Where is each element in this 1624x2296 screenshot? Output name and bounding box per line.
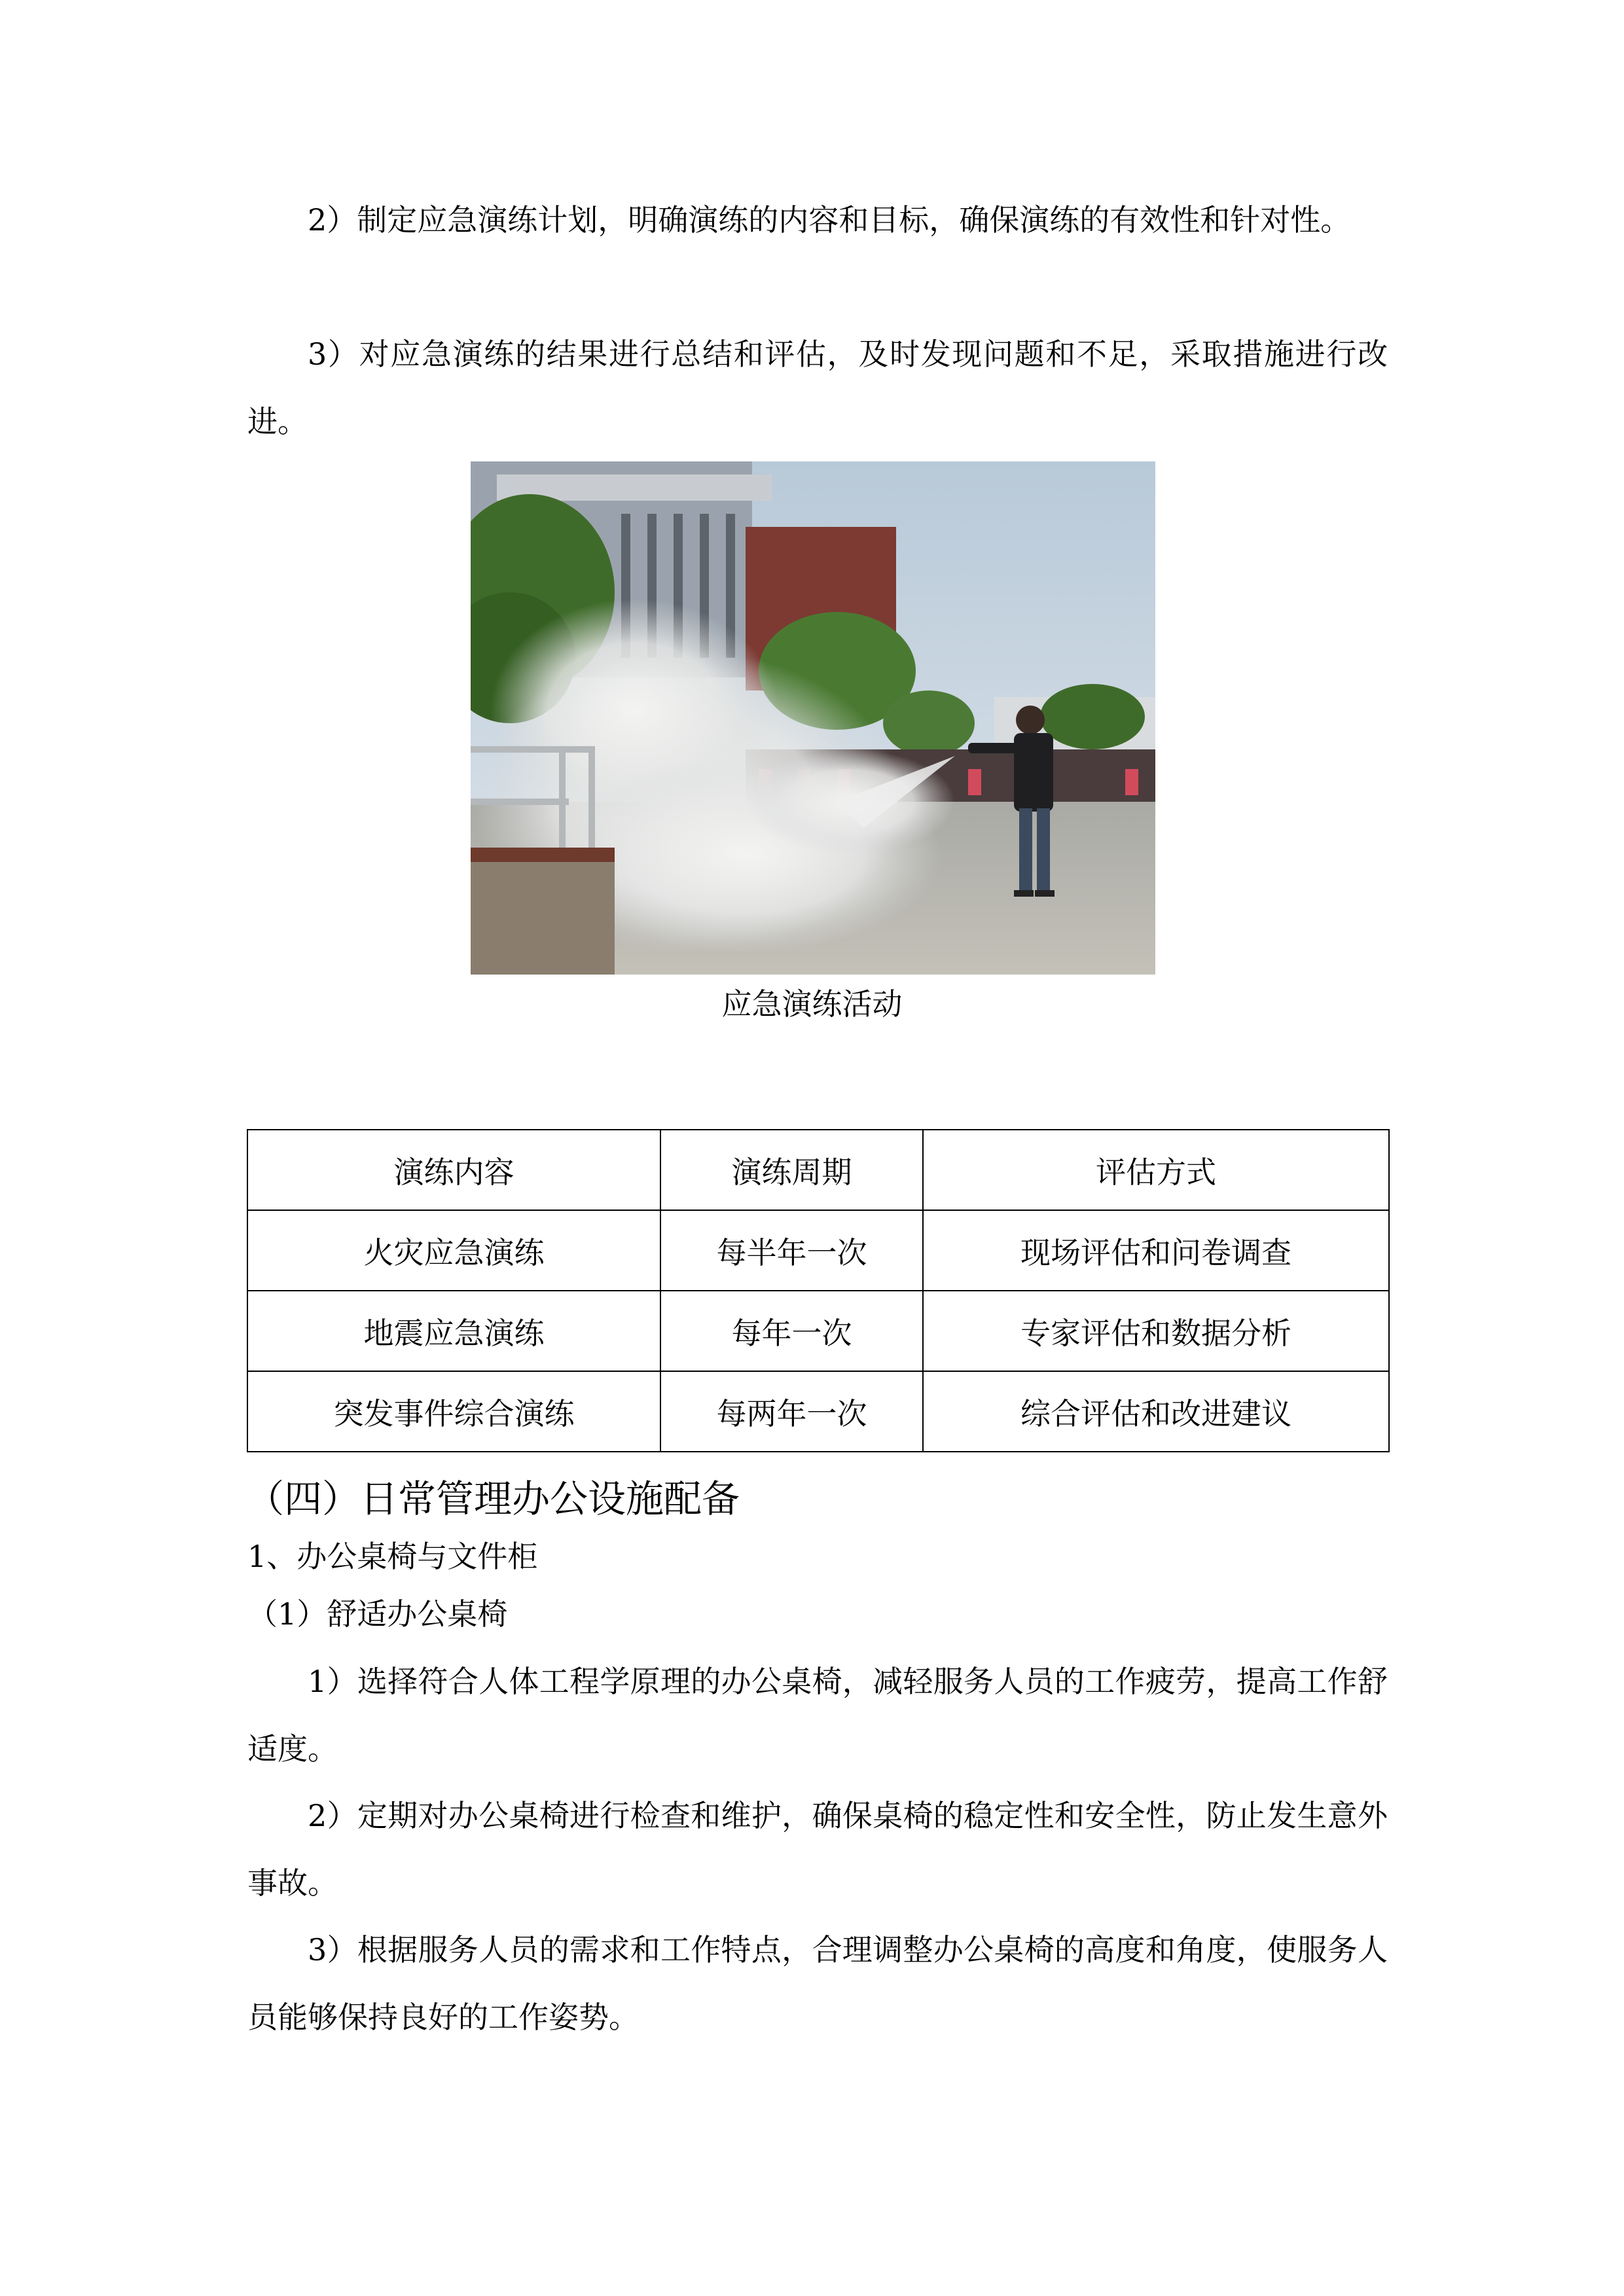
cell-method: 综合评估和改进建议 bbox=[923, 1371, 1389, 1452]
header-cycle: 演练周期 bbox=[660, 1130, 923, 1210]
cell-content: 地震应急演练 bbox=[247, 1291, 660, 1371]
paragraph-adjustment: 3）根据服务人员的需求和工作特点，合理调整办公桌椅的高度和角度，使服务人员能够保持良好的工作姿势。 bbox=[247, 1932, 1388, 2035]
header-method: 评估方式 bbox=[923, 1130, 1389, 1210]
paragraph-maintenance: 2）定期对办公桌椅进行检查和维护，确保桌椅的稳定性和安全性，防止发生意外事故。 bbox=[247, 1798, 1388, 1901]
cell-cycle: 每半年一次 bbox=[660, 1210, 923, 1291]
paragraph-plan: 2）制定应急演练计划，明确演练的内容和目标，确保演练的有效性和针对性。 bbox=[308, 202, 1351, 238]
cell-method: 专家评估和数据分析 bbox=[923, 1291, 1389, 1371]
table-row bbox=[247, 1291, 1389, 1371]
paragraph-ergonomics: 1）选择符合人体工程学原理的办公桌椅，减轻服务人员的工作疲劳，提高工作舒适度。 bbox=[247, 1664, 1388, 1767]
table-header-row bbox=[247, 1130, 1389, 1210]
paragraph-evaluate: 3）对应急演练的结果进行总结和评估，及时发现问题和不足，采取措施进行改进。 bbox=[247, 336, 1388, 439]
section-heading: （四）日常管理办公设施配备 bbox=[246, 1477, 740, 1521]
header-content: 演练内容 bbox=[247, 1130, 660, 1210]
subsection-heading: 1、办公桌椅与文件柜 bbox=[247, 1539, 538, 1574]
cell-cycle: 每两年一次 bbox=[660, 1371, 923, 1452]
drill-photo bbox=[471, 461, 1155, 975]
table-row bbox=[247, 1371, 1389, 1452]
cell-method: 现场评估和问卷调查 bbox=[923, 1210, 1389, 1291]
subsubsection-heading: （1）舒适办公桌椅 bbox=[247, 1596, 508, 1632]
cell-cycle: 每年一次 bbox=[660, 1291, 923, 1371]
cell-content: 火灾应急演练 bbox=[247, 1210, 660, 1291]
drill-schedule-table bbox=[247, 1129, 1390, 1452]
figure-caption: 应急演练活动 bbox=[721, 986, 903, 1022]
table-row bbox=[247, 1210, 1389, 1291]
cell-content: 突发事件综合演练 bbox=[247, 1371, 660, 1452]
